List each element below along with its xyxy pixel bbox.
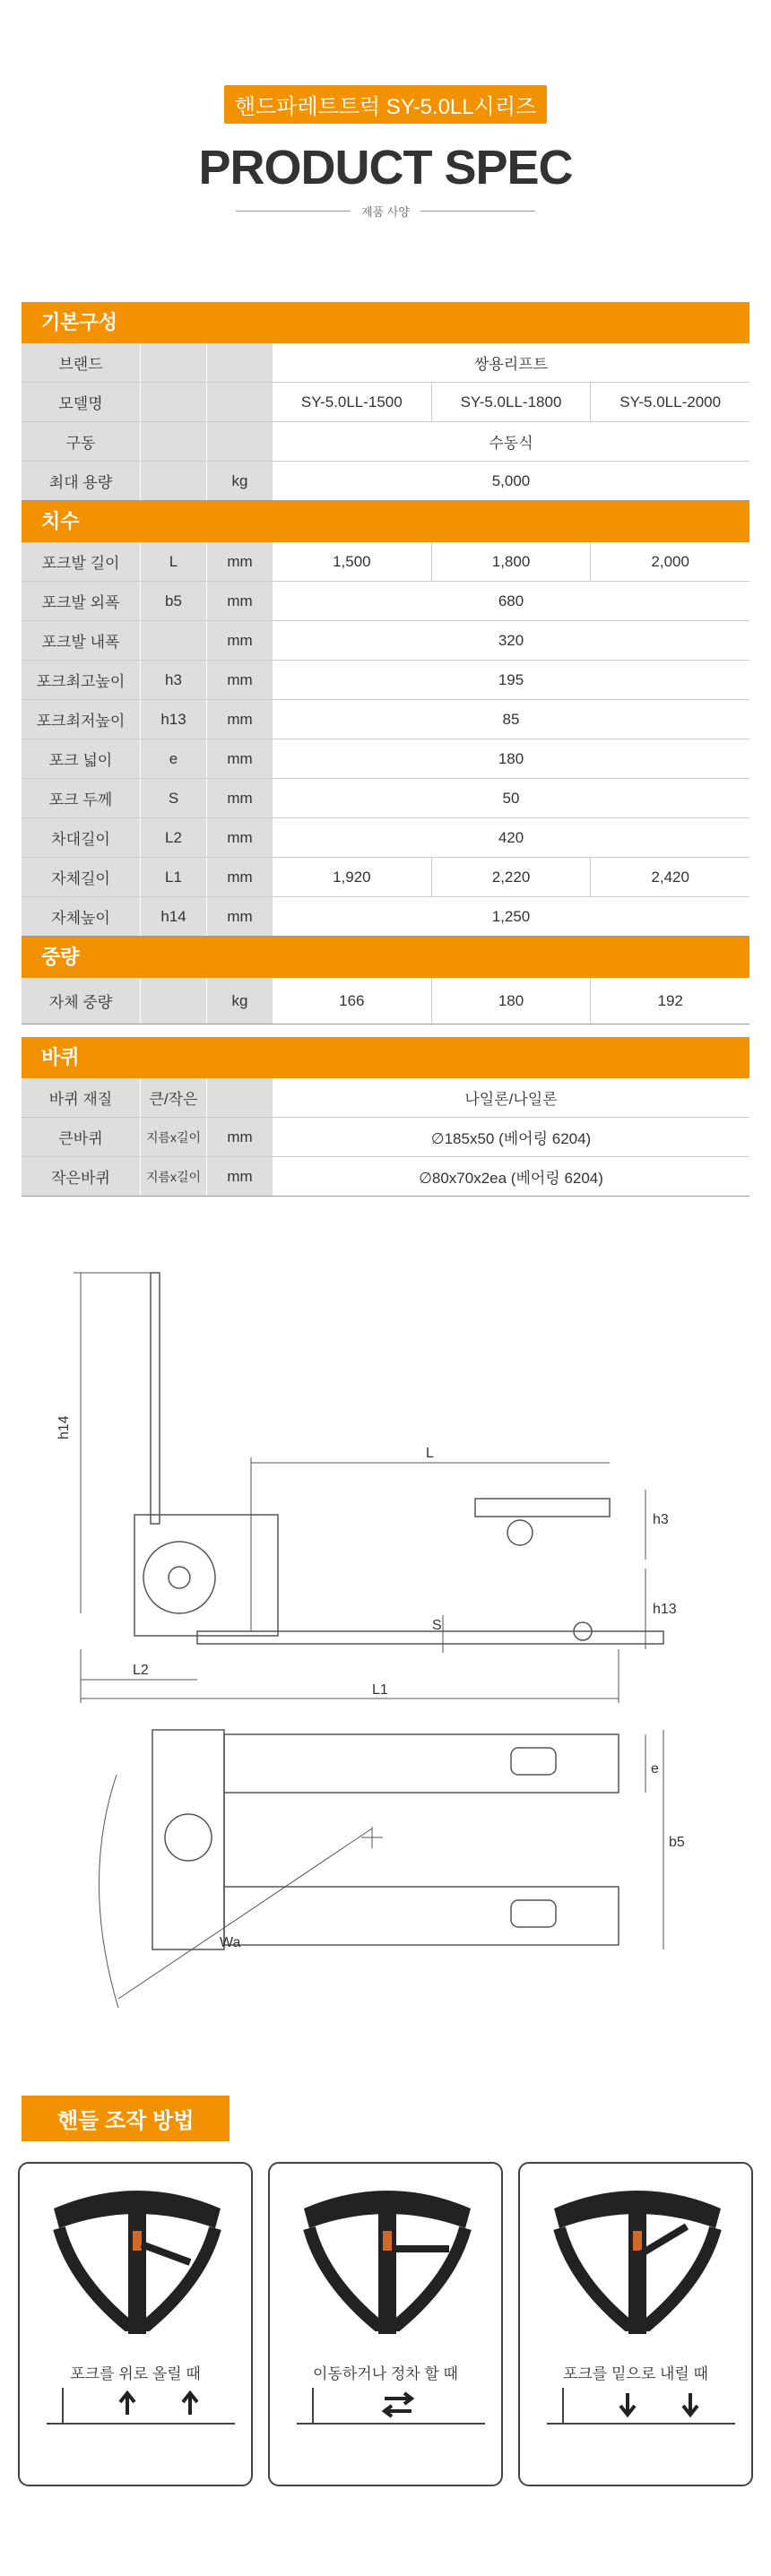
row-value: 192 [590, 978, 749, 1024]
row-wheel-material [22, 1078, 749, 1118]
label-L2: L2 [133, 1663, 149, 1678]
section-basic: 기본구성 [22, 302, 749, 343]
row-value: 2,420 [590, 858, 749, 896]
section-dimensions: 치수 [22, 501, 749, 542]
row-sym [140, 383, 206, 421]
row-label: 포크최고높이 [22, 661, 140, 699]
row-unit [206, 383, 273, 421]
label-e: e [651, 1761, 659, 1776]
handle-neutral-icon [270, 2164, 505, 2488]
row-sym: h3 [140, 661, 206, 699]
row-fork-thick [22, 779, 749, 818]
row-label: 차대길이 [22, 818, 140, 857]
row-unit [206, 422, 273, 461]
row-value: 50 [502, 789, 520, 807]
row-label: 포크최저높이 [22, 700, 140, 739]
row-label: 브랜드 [22, 343, 140, 382]
label-h14: h14 [56, 1415, 72, 1439]
handle-raise-icon [20, 2164, 255, 2488]
handle-cards [18, 2162, 753, 2486]
row-value: 1,920 [333, 868, 371, 886]
row-unit: mm [206, 779, 273, 817]
side-view [74, 1273, 663, 1703]
row-sym: 지름x길이 [140, 1118, 206, 1156]
row-total-height [22, 897, 749, 937]
row-sym: e [140, 739, 206, 778]
label-S: S [432, 1618, 442, 1633]
row-sym [140, 422, 206, 461]
row-unit: kg [206, 978, 273, 1024]
row-small-wheel [22, 1157, 749, 1197]
label-L: L [426, 1446, 434, 1461]
title-caption [0, 203, 771, 220]
spec-table [22, 302, 749, 1197]
row-value: 2,220 [431, 858, 591, 896]
row-body-length [22, 818, 749, 858]
row-value: SY-5.0LL-1500 [300, 393, 403, 411]
row-value: ∅80x70x2ea (베어링 6204) [419, 1170, 603, 1187]
row-label: 포크발 내폭 [22, 621, 140, 660]
row-value: SY-5.0LL-2000 [590, 383, 749, 421]
row-sym: S [140, 779, 206, 817]
row-label: 구동 [22, 422, 140, 461]
row-unit: mm [206, 582, 273, 620]
page-title: PRODUCT SPEC [198, 141, 573, 194]
label-h13: h13 [653, 1602, 677, 1617]
row-label: 바퀴 재질 [22, 1078, 140, 1117]
row-label: 자체 중량 [22, 978, 140, 1024]
row-value: 5,000 [491, 471, 531, 489]
handle-caption: 포크를 밑으로 내릴 때 [563, 2365, 708, 2382]
spec-header [0, 85, 771, 220]
row-label: 모델명 [22, 383, 140, 421]
row-label: 자체길이 [22, 858, 140, 896]
handle-card-neutral [268, 2162, 503, 2486]
row-value: 320 [498, 631, 524, 649]
row-unit: mm [206, 1157, 273, 1196]
row-fork-width [22, 739, 749, 779]
row-big-wheel [22, 1118, 749, 1157]
row-sym: h13 [140, 700, 206, 739]
row-unit: kg [206, 462, 273, 500]
row-sym: b5 [140, 582, 206, 620]
row-value: 1,250 [491, 907, 531, 925]
row-unit: mm [206, 661, 273, 699]
row-sym [140, 343, 206, 382]
row-value: 나일론/나일론 [464, 1091, 558, 1108]
row-fork-length [22, 542, 749, 582]
row-label: 최대 용량 [22, 462, 140, 500]
handle-caption: 이동하거나 정차 할 때 [313, 2365, 458, 2382]
row-fork-inner [22, 621, 749, 661]
row-value: 680 [498, 592, 524, 609]
row-value: 85 [502, 710, 520, 728]
row-value: 420 [498, 828, 524, 846]
handle-card-raise [18, 2162, 253, 2486]
row-unit [206, 343, 273, 382]
row-label: 작은바퀴 [22, 1157, 140, 1196]
label-L1: L1 [372, 1682, 388, 1698]
label-Wa: Wa [220, 1935, 241, 1950]
row-unit: mm [206, 1118, 273, 1156]
row-unit: mm [206, 542, 273, 581]
row-total-length [22, 858, 749, 897]
row-sym: L [140, 542, 206, 581]
row-unit [206, 1078, 273, 1117]
row-sym: L2 [140, 818, 206, 857]
section-wheels: 바퀴 [22, 1037, 749, 1078]
row-value: 180 [498, 749, 524, 767]
row-sym: L1 [140, 858, 206, 896]
handle-lower-icon [520, 2164, 755, 2488]
row-value: ∅185x50 (베어링 6204) [430, 1130, 592, 1147]
row-sym [140, 978, 206, 1024]
row-sym [140, 462, 206, 500]
row-value: SY-5.0LL-1800 [431, 383, 591, 421]
row-label: 포크발 길이 [22, 542, 140, 581]
pallet-truck-drawing [56, 1255, 708, 2017]
row-value: 2,000 [590, 542, 749, 581]
row-unit: mm [206, 897, 273, 936]
row-brand [22, 343, 749, 383]
row-capacity [22, 462, 749, 501]
row-value: 166 [339, 991, 365, 1009]
row-drive [22, 422, 749, 462]
row-unit: mm [206, 818, 273, 857]
row-fork-outer [22, 582, 749, 621]
row-label: 포크 넓이 [22, 739, 140, 778]
row-unit: mm [206, 739, 273, 778]
series-subtitle: 핸드파레트트럭 SY-5.0LL시리즈 [224, 85, 547, 124]
row-unit: mm [206, 858, 273, 896]
row-value: 180 [431, 978, 591, 1024]
row-unit: mm [206, 700, 273, 739]
label-h3: h3 [653, 1512, 669, 1527]
row-value: 1,800 [431, 542, 591, 581]
row-unit: mm [206, 621, 273, 660]
row-label: 자체높이 [22, 897, 140, 936]
row-value: 1,500 [333, 552, 371, 570]
row-label: 포크 두께 [22, 779, 140, 817]
handle-caption: 포크를 위로 올릴 때 [70, 2365, 201, 2382]
row-fork-max [22, 661, 749, 700]
row-label: 큰바퀴 [22, 1118, 140, 1156]
row-self-weight [22, 978, 749, 1024]
row-sym: 큰/작은 [140, 1078, 206, 1117]
section-weight: 중량 [22, 937, 749, 978]
handle-section-title: 핸들 조작 방법 [22, 2096, 230, 2141]
row-value: 195 [498, 670, 524, 688]
row-sym: h14 [140, 897, 206, 936]
row-value: 쌍용리프트 [473, 356, 549, 373]
caption-text: 제품 사양 [361, 205, 410, 219]
row-model [22, 383, 749, 422]
row-sym [140, 621, 206, 660]
row-sym: 지름x길이 [140, 1157, 206, 1196]
top-view [99, 1730, 663, 2008]
row-value: 수동식 [489, 435, 533, 452]
label-b5: b5 [669, 1835, 685, 1850]
row-label: 포크발 외폭 [22, 582, 140, 620]
row-fork-min [22, 700, 749, 739]
handle-card-lower [518, 2162, 753, 2486]
